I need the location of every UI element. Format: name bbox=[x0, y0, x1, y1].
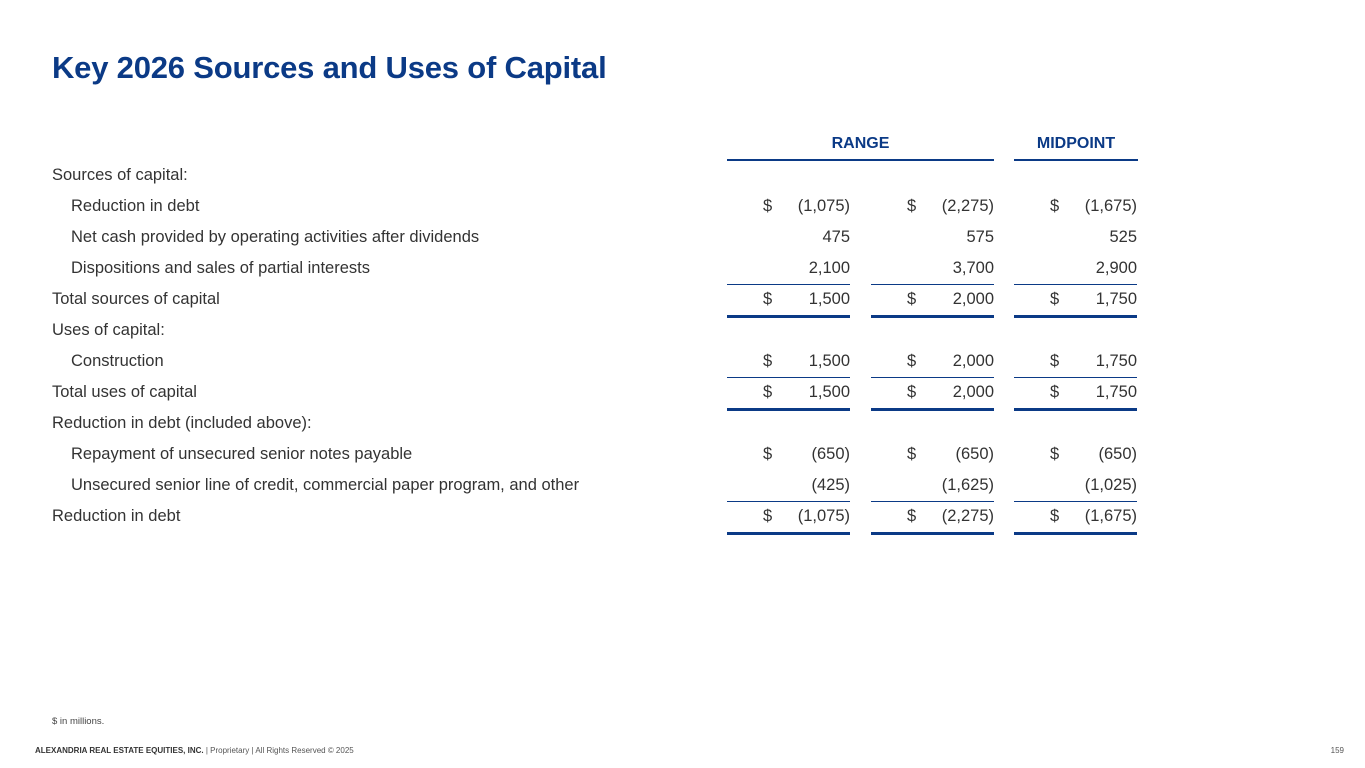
range-high-cell bbox=[871, 284, 994, 315]
table-row bbox=[0, 253, 1365, 284]
range-high-cell bbox=[871, 222, 994, 253]
range-high-cell bbox=[871, 346, 994, 377]
company-name: ALEXANDRIA REAL ESTATE EQUITIES, INC. bbox=[35, 746, 204, 755]
value: (2,275) bbox=[941, 197, 994, 215]
currency-symbol: $ bbox=[763, 352, 773, 370]
table-row bbox=[0, 315, 1365, 346]
value: (1,075) bbox=[797, 197, 850, 215]
table-row bbox=[0, 222, 1365, 253]
range-low-cell bbox=[727, 253, 850, 284]
table-row bbox=[0, 470, 1365, 501]
value: 1,500 bbox=[808, 383, 850, 401]
range-high-cell bbox=[871, 377, 994, 408]
range-high-cell bbox=[871, 439, 994, 470]
currency-symbol: $ bbox=[907, 290, 917, 308]
value: 3,700 bbox=[952, 259, 994, 277]
value: 2,000 bbox=[952, 383, 994, 401]
currency-symbol: $ bbox=[763, 507, 773, 525]
footer bbox=[35, 746, 354, 755]
value: 2,000 bbox=[952, 290, 994, 308]
currency-symbol: $ bbox=[907, 445, 917, 463]
range-high-cell bbox=[871, 253, 994, 284]
currency-symbol: $ bbox=[763, 290, 773, 308]
currency-symbol: $ bbox=[1050, 507, 1060, 525]
midpoint-cell bbox=[1014, 377, 1137, 408]
currency-symbol: $ bbox=[1050, 383, 1060, 401]
range-low-cell bbox=[727, 222, 850, 253]
value: 525 bbox=[1109, 228, 1137, 246]
currency-symbol: $ bbox=[1050, 290, 1060, 308]
page-number: 159 bbox=[1330, 746, 1344, 755]
row-label: Unsecured senior line of credit, commercial paper program, and other bbox=[71, 476, 580, 494]
value: 1,750 bbox=[1095, 290, 1137, 308]
currency-symbol: $ bbox=[907, 352, 917, 370]
range-high-cell bbox=[871, 501, 994, 532]
value: (650) bbox=[1098, 445, 1137, 463]
currency-symbol: $ bbox=[1050, 352, 1060, 370]
section-label: Uses of capital: bbox=[52, 321, 165, 339]
value: 1,500 bbox=[808, 352, 850, 370]
midpoint-cell bbox=[1014, 284, 1137, 315]
table-row bbox=[0, 377, 1365, 408]
value: 2,900 bbox=[1095, 259, 1137, 277]
row-label: Construction bbox=[71, 352, 164, 370]
range-low-cell bbox=[727, 377, 850, 408]
value: (1,025) bbox=[1084, 476, 1137, 494]
value: (2,275) bbox=[941, 507, 994, 525]
table-row bbox=[0, 284, 1365, 315]
section-label: Sources of capital: bbox=[52, 166, 188, 184]
table-row bbox=[0, 439, 1365, 470]
table-row bbox=[0, 501, 1365, 532]
value: (650) bbox=[811, 445, 850, 463]
row-label: Total sources of capital bbox=[52, 290, 220, 308]
midpoint-cell bbox=[1014, 439, 1137, 470]
row-label: Net cash provided by operating activities after dividends bbox=[71, 228, 480, 246]
currency-symbol: $ bbox=[907, 383, 917, 401]
row-label: Reduction in debt bbox=[52, 507, 181, 525]
currency-symbol: $ bbox=[907, 197, 917, 215]
currency-symbol: $ bbox=[1050, 445, 1060, 463]
value: 575 bbox=[966, 228, 994, 246]
row-label: Reduction in debt bbox=[71, 197, 200, 215]
range-low-cell bbox=[727, 470, 850, 501]
footnote: $ in millions. bbox=[52, 716, 105, 727]
midpoint-cell bbox=[1014, 222, 1137, 253]
row-label: Repayment of unsecured senior notes payable bbox=[71, 445, 413, 463]
range-high-cell bbox=[871, 470, 994, 501]
range-low-cell bbox=[727, 439, 850, 470]
column-headers bbox=[0, 133, 1365, 161]
table-row bbox=[0, 191, 1365, 222]
table-row bbox=[0, 408, 1365, 439]
row-label: Total uses of capital bbox=[52, 383, 197, 401]
currency-symbol: $ bbox=[1050, 197, 1060, 215]
value: 1,750 bbox=[1095, 352, 1137, 370]
capital-table bbox=[0, 160, 1365, 532]
section-label: Reduction in debt (included above): bbox=[52, 414, 312, 432]
value: (1,675) bbox=[1084, 197, 1137, 215]
midpoint-column-header: MIDPOINT bbox=[1014, 133, 1138, 161]
value: 1,750 bbox=[1095, 383, 1137, 401]
midpoint-cell bbox=[1014, 253, 1137, 284]
currency-symbol: $ bbox=[907, 507, 917, 525]
midpoint-cell bbox=[1014, 470, 1137, 501]
range-low-cell bbox=[727, 284, 850, 315]
range-low-cell bbox=[727, 501, 850, 532]
value: (425) bbox=[811, 476, 850, 494]
currency-symbol: $ bbox=[763, 383, 773, 401]
value: (1,075) bbox=[797, 507, 850, 525]
range-low-cell bbox=[727, 191, 850, 222]
value: 2,100 bbox=[808, 259, 850, 277]
row-label: Dispositions and sales of partial interests bbox=[71, 259, 370, 277]
range-low-cell bbox=[727, 346, 850, 377]
value: 2,000 bbox=[952, 352, 994, 370]
table-row bbox=[0, 160, 1365, 191]
page-title: Key 2026 Sources and Uses of Capital bbox=[52, 50, 607, 85]
midpoint-cell bbox=[1014, 191, 1137, 222]
currency-symbol: $ bbox=[763, 445, 773, 463]
value: (650) bbox=[955, 445, 994, 463]
value: (1,675) bbox=[1084, 507, 1137, 525]
rights-text: | Proprietary | All Rights Reserved © 2025 bbox=[203, 746, 354, 755]
table-row bbox=[0, 346, 1365, 377]
range-high-cell bbox=[871, 191, 994, 222]
value: 475 bbox=[822, 228, 850, 246]
currency-symbol: $ bbox=[763, 197, 773, 215]
value: 1,500 bbox=[808, 290, 850, 308]
midpoint-cell bbox=[1014, 346, 1137, 377]
midpoint-cell bbox=[1014, 501, 1137, 532]
range-column-header: RANGE bbox=[727, 133, 994, 161]
value: (1,625) bbox=[941, 476, 994, 494]
